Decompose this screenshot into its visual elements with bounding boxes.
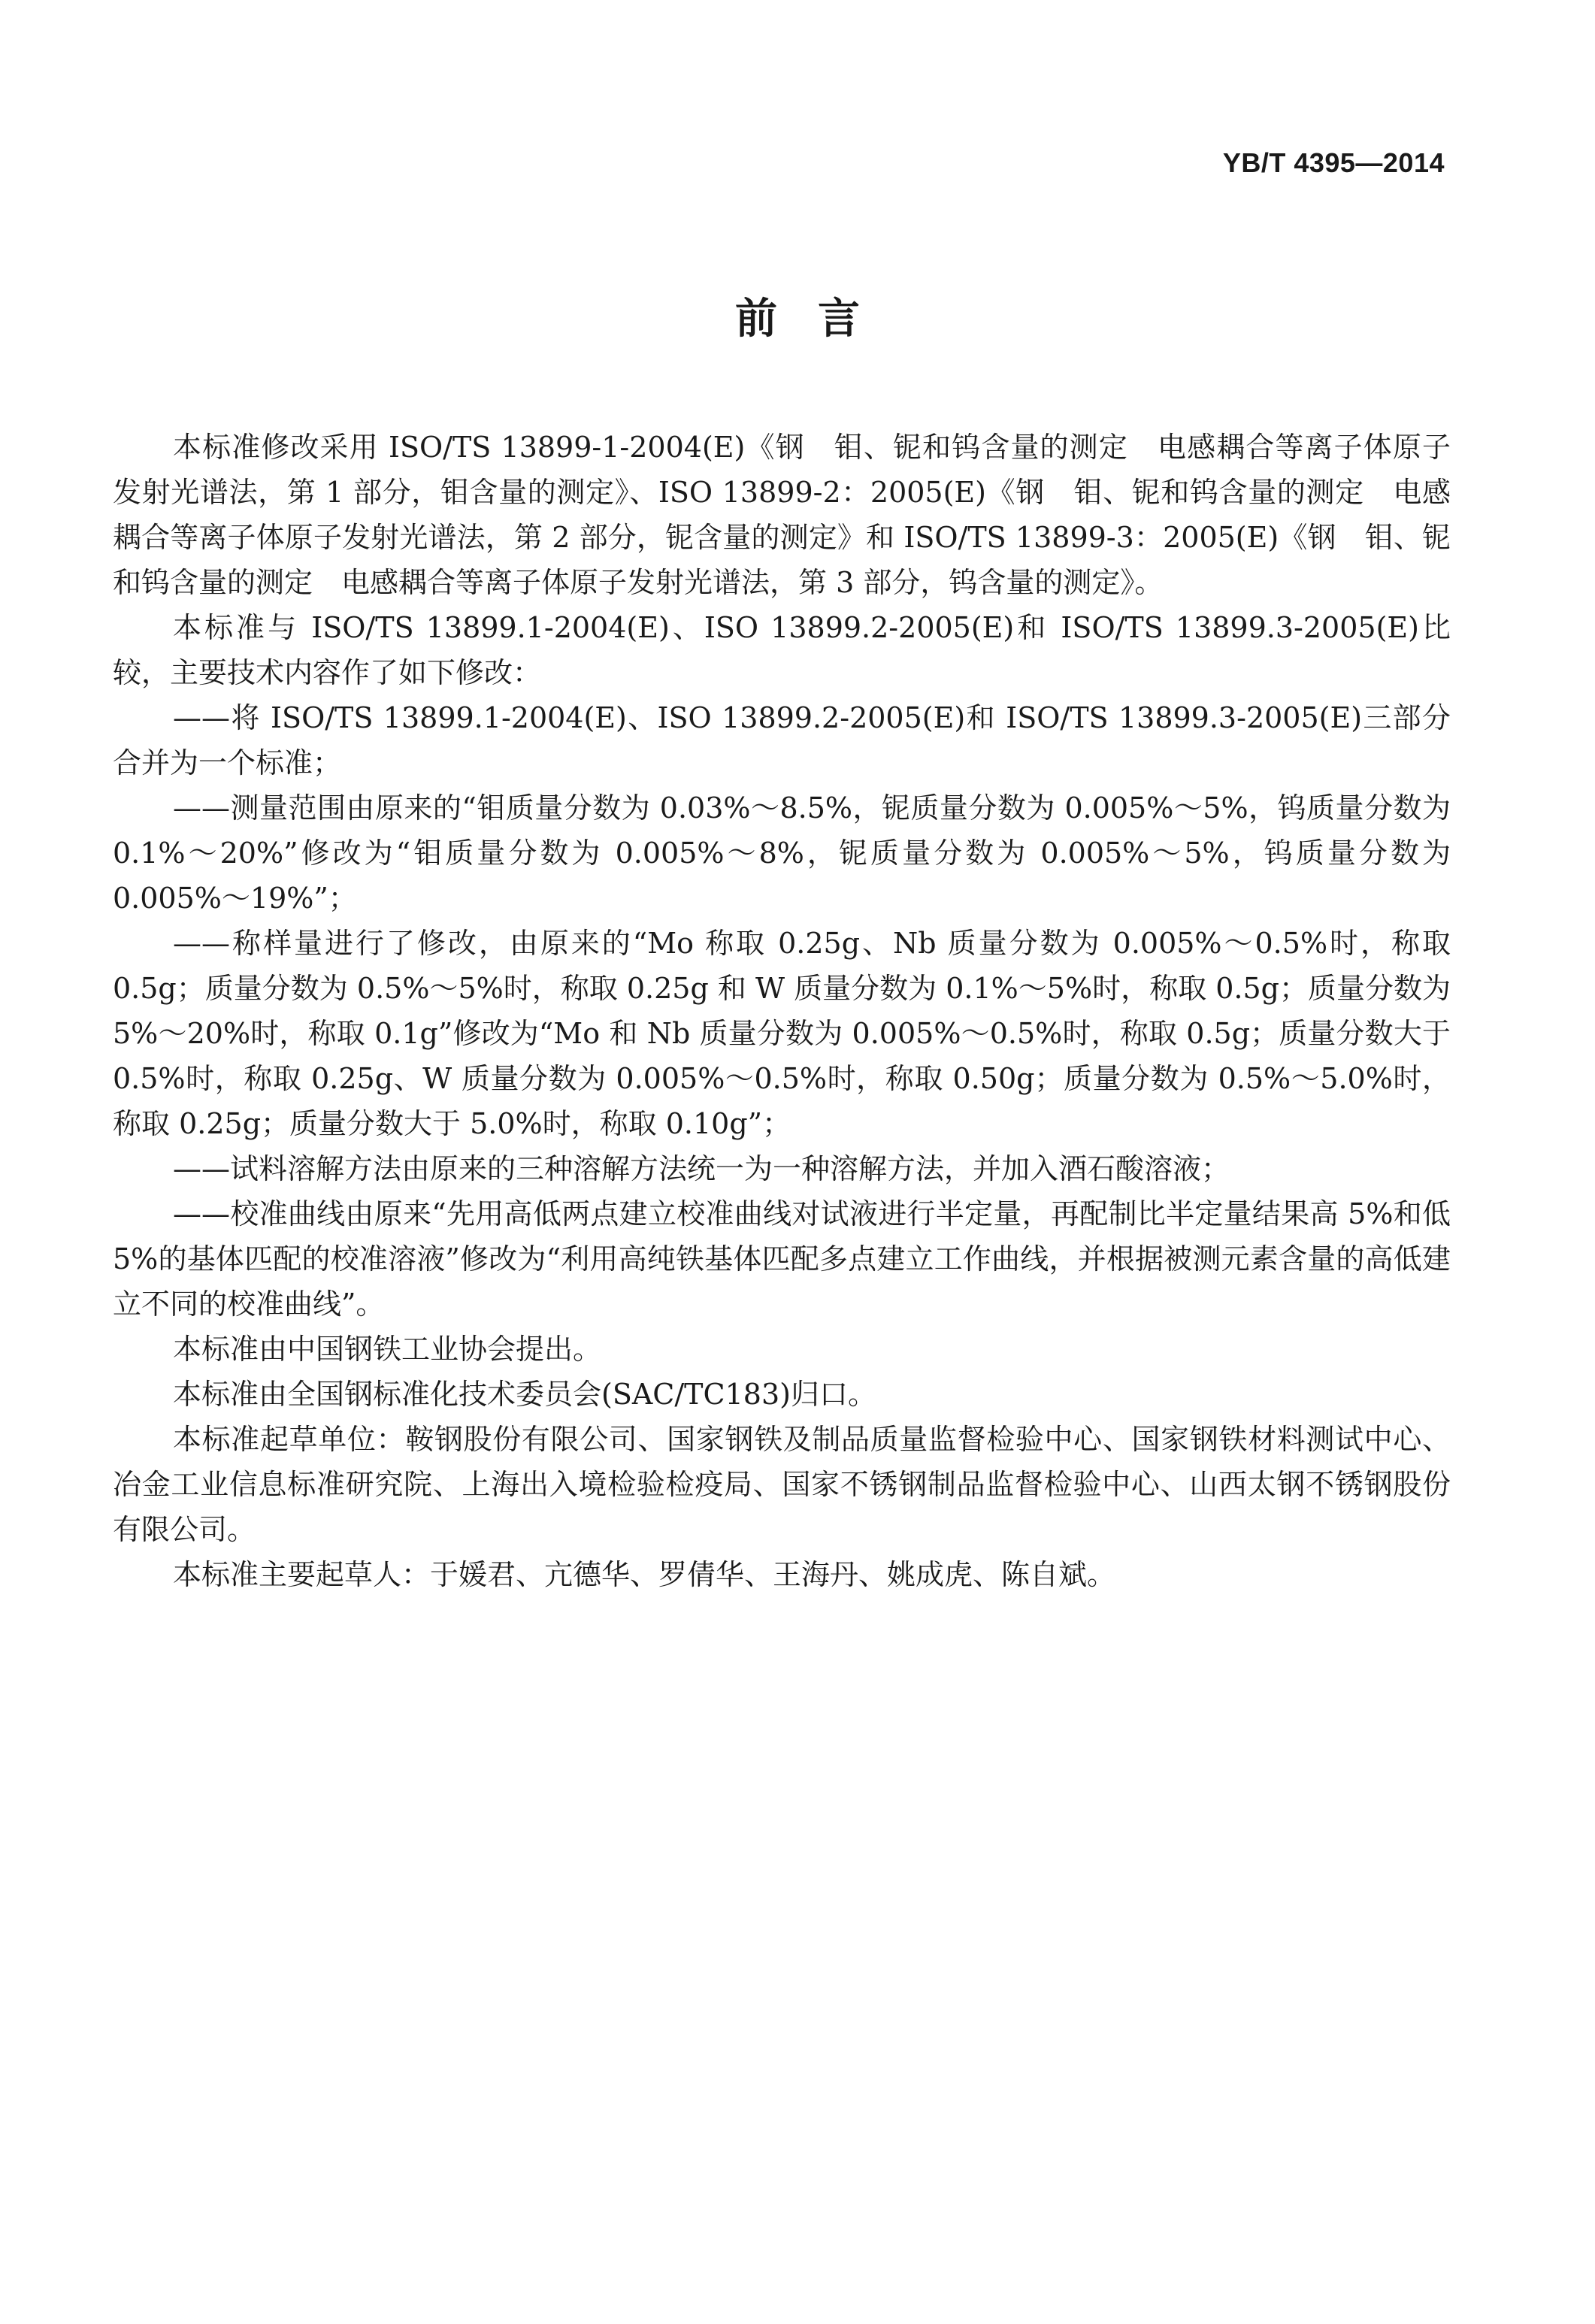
change-item-calibration: ——校准曲线由原来“先用高低两点建立校准曲线对试液进行半定量，再配制比半定量结果高 5%和低 5%的基体匹配的校准溶液”修改为“利用高纯铁基体匹配多点建立工作曲线，并根据被测元素含量的高低建立不同的校准曲线”。 — [113, 1197, 1451, 1321]
change-item-merge: ——将 ISO/TS 13899.1-2004(E)、ISO 13899.2-2005(E)和 ISO/TS 13899.3-2005(E)三部分合并为一个标准； — [113, 701, 1451, 779]
preface-body — [113, 425, 1451, 1597]
paragraph-drafters: 本标准主要起草人：于媛君、亢德华、罗倩华、王海丹、姚成虎、陈自斌。 — [173, 1558, 1116, 1591]
paragraph-committee: 本标准由全国钢标准化技术委员会(SAC/TC183)归口。 — [173, 1378, 876, 1411]
page-title: 前言 — [735, 295, 900, 343]
change-item-range: ——测量范围由原来的“钼质量分数为 0.03%～8.5%，铌质量分数为 0.005%～5%，钨质量分数为 0.1%～20%”修改为“钼质量分数为 0.005%～8%，铌质量分数为 0.005%～5%，钨质量分数为 0.005%～19%”； — [113, 791, 1451, 915]
paragraph-adoption: 本标准修改采用 ISO/TS 13899-1-2004(E)《钢 钼、铌和钨含量的测定 电感耦合等离子体原子发射光谱法，第 1 部分，钼含量的测定》、ISO 13899-2：2005(E)《钢 钼、铌和钨含量的测定 电感耦合等离子体原子发射光谱法，第 2 部分，铌含量的测定》和 ISO/TS 13899-3：2005(E)《钢 钼、铌和钨含量的测定 电感耦合等离子体原子发射光谱法，第 3 部分，钨含量的测定》。 — [113, 431, 1451, 599]
change-item-sample-mass: ——称样量进行了修改，由原来的“Mo 称取 0.25g、Nb 质量分数为 0.005%～0.5%时，称取 0.5g；质量分数为 0.5%～5%时，称取 0.25g 和 W 质量分数为 0.1%～5%时，称取 0.5g；质量分数为 5%～20%时，称取 0.1g”修改为“Mo 和 Nb 质量分数为 0.005%～0.5%时，称取 0.5g；质量分数大于 0.5%时，称取 0.25g、W 质量分数为 0.005%～0.5%时，称取 0.50g；质量分数为 0.5%～5.0%时，称取 0.25g；质量分数大于 5.0%时，称取 0.10g”； — [113, 927, 1451, 1140]
paragraph-drafting-units: 本标准起草单位：鞍钢股份有限公司、国家钢铁及制品质量监督检验中心、国家钢铁材料测试中心、冶金工业信息标准研究院、上海出入境检验检疫局、国家不锈钢制品监督检验中心、山西太钢不锈钢股份有限公司。 — [113, 1423, 1451, 1546]
standard-number: YB/T 4395—2014 — [1222, 147, 1445, 178]
change-item-dissolution: ——试料溶解方法由原来的三种溶解方法统一为一种溶解方法，并加入酒石酸溶液； — [173, 1152, 1230, 1185]
paragraph-comparison: 本标准与 ISO/TS 13899.1-2004(E)、ISO 13899.2-2005(E)和 ISO/TS 13899.3-2005(E)比较，主要技术内容作了如下修改： — [113, 611, 1451, 689]
paragraph-proposer: 本标准由中国钢铁工业协会提出。 — [173, 1333, 602, 1366]
